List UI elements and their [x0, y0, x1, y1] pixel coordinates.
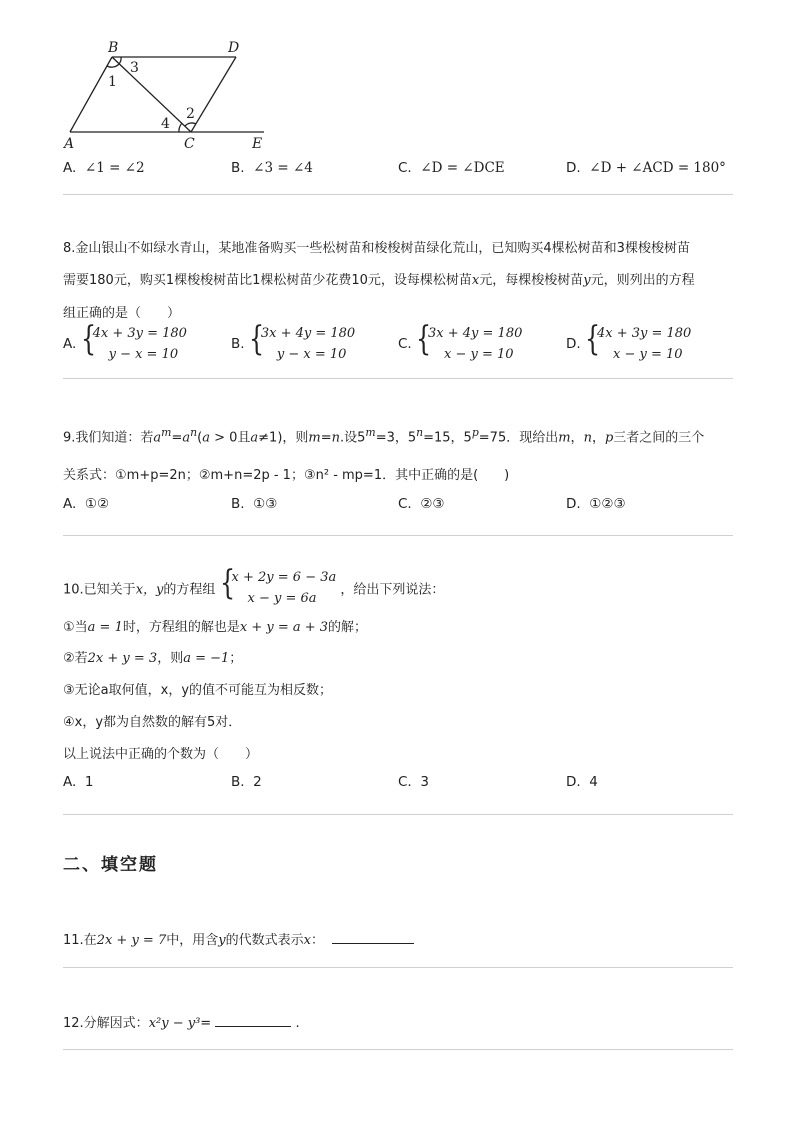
label-C: C	[184, 136, 195, 152]
answer-blank[interactable]	[215, 1012, 291, 1027]
q7-option-a[interactable]	[63, 160, 145, 176]
option-text: ∠1 = ∠2	[84, 160, 145, 176]
option-text: ∠3 = ∠4	[253, 160, 313, 176]
q7-option-d[interactable]	[566, 160, 726, 176]
option-letter: D.	[566, 160, 581, 176]
divider	[63, 1049, 733, 1050]
option-text: ①②	[84, 496, 110, 512]
arc-angle-4	[179, 123, 182, 132]
divider	[63, 967, 733, 968]
q9-option-d[interactable]	[566, 496, 626, 512]
equation-system: { x + 2y = 6 − 3a x − y = 6a	[219, 563, 337, 606]
option-letter: A.	[63, 336, 77, 352]
option-letter: C.	[398, 160, 412, 176]
label-B: B	[108, 40, 119, 56]
label-E: E	[252, 136, 263, 152]
q10-option-a[interactable]	[63, 774, 93, 790]
q10-statement-3: ③无论a取何值，x，y的值不可能互为相反数；	[63, 683, 333, 698]
option-letter: B.	[231, 496, 245, 512]
geometry-figure	[60, 36, 280, 154]
q8-line-2: 需要180元，购买1棵梭梭树苗比1棵松树苗少花费10元，设每棵松树苗x元，每棵梭梭树苗y元，则列出的方程	[63, 273, 695, 288]
section-title: 二、填空题	[63, 855, 158, 875]
answer-blank[interactable]	[332, 929, 414, 944]
equation-system: { 4x + 3y = 180 y − x = 10	[80, 319, 187, 362]
option-text: ①③	[253, 496, 278, 512]
q8-option-d[interactable]	[566, 319, 692, 365]
option-letter: B.	[231, 336, 245, 352]
divider	[63, 814, 733, 815]
divider	[63, 194, 733, 195]
option-letter: D.	[566, 496, 581, 512]
option-text: 2	[253, 774, 262, 790]
label-A: A	[64, 136, 75, 152]
q9-line-1: 9.我们知道：若$a^m=a^n(a > 0$且a≠1)，则m=n.设$5^m=3$，$5^n=15$，$5^p=75$．现给出m，n，p三者之间的三个	[63, 426, 705, 446]
q9-option-c[interactable]	[398, 496, 445, 512]
q8-line-1: 8.金山银山不如绿水青山，某地准备购买一些松树苗和梭梭树苗绿化荒山，已知购买4棵松树苗和3棵梭梭树苗	[63, 241, 690, 256]
option-text: ∠D + ∠ACD = 180°	[589, 160, 726, 176]
q8-line-3: 组正确的是（ ）	[63, 306, 181, 321]
option-text: 1	[84, 774, 94, 790]
q10-intro: 10.已知关于x，y的方程组 { x + 2y = 6 − 3a x − y = 6a ，给出下列说法：	[63, 567, 444, 609]
divider	[63, 535, 733, 536]
q9-option-a[interactable]	[63, 496, 109, 512]
label-angle-2: 2	[186, 106, 195, 122]
q11: 11.在2x + y = 7中，用含y的代数式表示x：	[63, 929, 414, 948]
option-letter: C.	[398, 336, 412, 352]
q8-option-b[interactable]	[231, 319, 356, 365]
equation-system: { 4x + 3y = 180 x − y = 10	[584, 319, 692, 362]
q8-option-c[interactable]	[398, 319, 523, 365]
option-text: ∠D = ∠DCE	[420, 160, 505, 176]
q9-line-2: 关系式：①m+p=2n；②m+n=2p - 1；③n² - mp=1．其中正确的是( )	[63, 468, 510, 483]
equation-system: { 3x + 4y = 180 y − x = 10	[248, 319, 356, 362]
arc-angle-3	[119, 57, 121, 64]
option-text: ①②③	[589, 496, 626, 512]
option-letter: A.	[63, 774, 77, 790]
option-letter: C.	[398, 774, 412, 790]
label-angle-4: 4	[161, 116, 170, 132]
option-letter: B.	[231, 160, 245, 176]
label-angle-1: 1	[108, 74, 117, 90]
q10-option-c[interactable]	[398, 774, 429, 790]
divider	[63, 378, 733, 379]
label-angle-3: 3	[130, 60, 139, 76]
label-D: D	[228, 40, 240, 56]
equation-system: { 3x + 4y = 180 x − y = 10	[416, 319, 523, 362]
q10-option-b[interactable]	[231, 774, 262, 790]
option-letter: D.	[566, 336, 581, 352]
q10-statement-1: ①当a = 1时，方程组的解也是x + y = a + 3的解；	[63, 620, 368, 635]
option-letter: D.	[566, 774, 581, 790]
q8-option-a[interactable]	[63, 319, 187, 365]
option-letter: A.	[63, 496, 77, 512]
segment-DC	[191, 57, 236, 132]
option-letter: C.	[398, 496, 412, 512]
q10-question: 以上说法中正确的个数为（ ）	[63, 747, 259, 762]
q12: 12.分解因式：x²y − y³= .	[63, 1012, 300, 1031]
q10-option-d[interactable]	[566, 774, 598, 790]
q10-statement-4: ④x，y都为自然数的解有5对．	[63, 715, 242, 730]
option-letter: A.	[63, 160, 77, 176]
option-text: 4	[589, 774, 598, 790]
option-text: 3	[420, 774, 429, 790]
arc-angle-1	[107, 64, 119, 67]
segment-AB	[70, 57, 112, 132]
segment-BC	[112, 57, 191, 132]
option-letter: B.	[231, 774, 245, 790]
q10-statement-2: ②若2x + y = 3，则a = −1；	[63, 651, 243, 666]
option-text: ②③	[420, 496, 445, 512]
q7-option-b[interactable]	[231, 160, 313, 176]
q7-option-c[interactable]	[398, 160, 505, 176]
q9-option-b[interactable]	[231, 496, 277, 512]
